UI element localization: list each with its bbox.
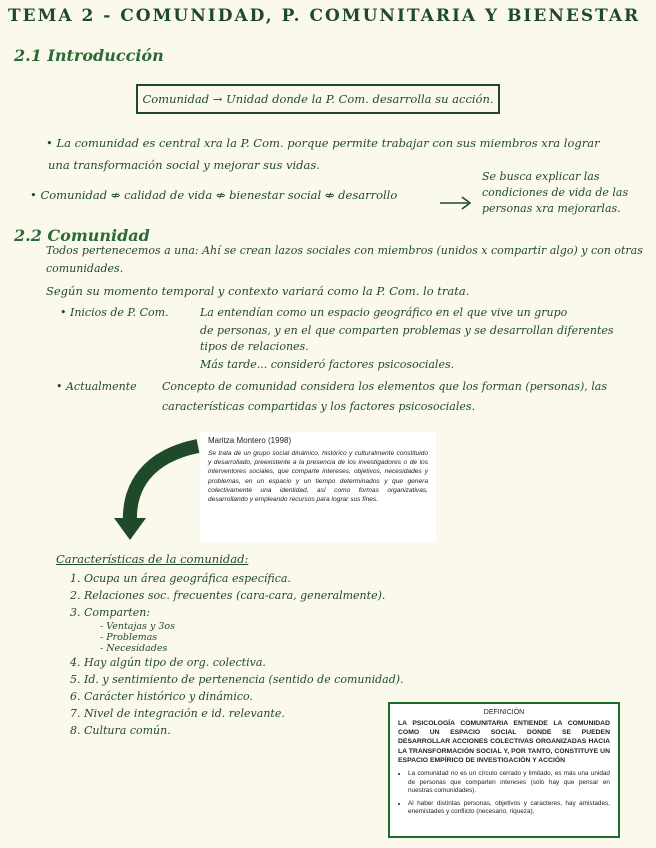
definition-box: Comunidad → Unidad donde la P. Com. desarrolla su acción. <box>136 84 500 114</box>
list-item: 3. Comparten: <box>70 606 151 619</box>
paragraph-momento-temporal: Según su momento temporal y contexto variará como la P. Com. lo trata. <box>46 284 470 298</box>
page-title: TEMA 2 - COMUNIDAD, P. COMUNITARIA Y BIENESTAR <box>8 6 641 26</box>
list-subitem: - Problemas <box>100 632 158 643</box>
list-item: 6. Carácter histórico y dinámico. <box>70 690 253 703</box>
list-subitem: - Necesidades <box>100 643 168 654</box>
list-item: 2. Relaciones soc. frecuentes (cara-cara, generalmente). <box>70 589 386 602</box>
list-item: 4. Hay algún tipo de org. colectiva. <box>70 656 266 669</box>
inicios-label: • Inicios de P. Com. <box>60 306 169 319</box>
inicios-line2: de personas, y en el que comparten problemas y se desarrollan diferentes <box>200 324 614 337</box>
definicion-bullet: • La comunidad no es un círculo cerrado y limitado, es más una unidad de personas que comparten intereses (solo hay que pensar en nuestras comunidades). <box>408 770 610 796</box>
curved-arrow-icon <box>108 436 204 546</box>
bullet-central-line1: • La comunidad es central xra la P. Com. porque permite trabajar con sus miembros xra lograr <box>46 136 600 150</box>
actualmente-line1: Concepto de comunidad considera los elementos que los forman (personas), las <box>162 380 607 393</box>
actualmente-line2: características compartidas y los factores psicosociales. <box>162 400 475 413</box>
paragraph-pertenecemos-line1: Todos pertenecemos a una: Ahí se crean lazos sociales con miembros (unidos x compartir algo) y con otras <box>46 244 643 257</box>
definicion-heading: DEFINICIÓN <box>483 709 525 716</box>
bullet-central-line2: una transformación social y mejorar sus vidas. <box>48 158 320 172</box>
inicios-line3: tipos de relaciones. <box>200 340 309 353</box>
paragraph-pertenecemos-line2: comunidades. <box>46 262 124 275</box>
side-note-line3: personas xra mejorarlas. <box>482 202 621 215</box>
mas-tarde-note: Más tarde... consideró factores psicosociales. <box>200 358 455 371</box>
list-item: 1. Ocupa un área geográfica específica. <box>70 572 291 585</box>
definicion-text: LA PSICOLOGÍA COMUNITARIA ENTIENDE LA COMUNIDAD COMO UN ESPACIO SOCIAL DONDE SE PUEDEN DESARROLLAR ACCIONES COLECTIVAS ORGANIZADAS HACIA LA TRANSFORMACIÓN SOCIAL Y, POR TANTO, CONSTITUYE UN ESPACIO EMPÍRICO DE INVESTIGACIÓN Y ACCIÓN <box>398 720 610 764</box>
definicion-bullet: • Al haber distintas personas, objetivos y caracteres, hay amistades, enemistades y conflicto (necesario, riqueza). <box>408 800 610 817</box>
section-heading-introduccion: 2.1 Introducción <box>14 46 164 65</box>
bullet-comunidad-calidad: • Comunidad ⇎ calidad de vida ⇎ bienestar social ⇎ desarrollo <box>30 188 398 202</box>
actualmente-label: • Actualmente <box>56 380 137 393</box>
inicios-line1: La entendían como un espacio geográfico en el que vive un grupo <box>200 306 568 319</box>
list-subitem: - Ventajas y 3os <box>100 621 175 632</box>
list-item: 5. Id. y sentimiento de pertenencia (sentido de comunidad). <box>70 673 404 686</box>
quote-author: Maritza Montero (1998) <box>208 436 292 445</box>
side-note-line1: Se busca explicar las <box>482 170 600 183</box>
quote-text: Se trata de un grupo social dinámico, histórico y culturalmente constituido y desarrollado, preexistente a la presencia de los investigadores o de los interventores sociales, que comparte intereses, objetivos, necesidades y problemas, en un espacio y un tiempo determinados y que genera colectivamente una identidad, así como formas organizativas, desarrollando y empleando recursos para lograr sus fines. <box>208 450 428 504</box>
caracteristicas-heading: Características de la comunidad: <box>56 552 249 566</box>
side-note-line2: condiciones de vida de las <box>482 186 629 199</box>
definicion-card <box>388 702 620 838</box>
section-heading-comunidad: 2.2 Comunidad <box>14 226 150 245</box>
arrow-icon <box>438 188 478 218</box>
list-item: 7. Nivel de integración e id. relevante. <box>70 707 285 720</box>
list-item: 8. Cultura común. <box>70 724 171 737</box>
quote-card <box>200 432 436 542</box>
caracteristicas-list <box>70 570 404 739</box>
